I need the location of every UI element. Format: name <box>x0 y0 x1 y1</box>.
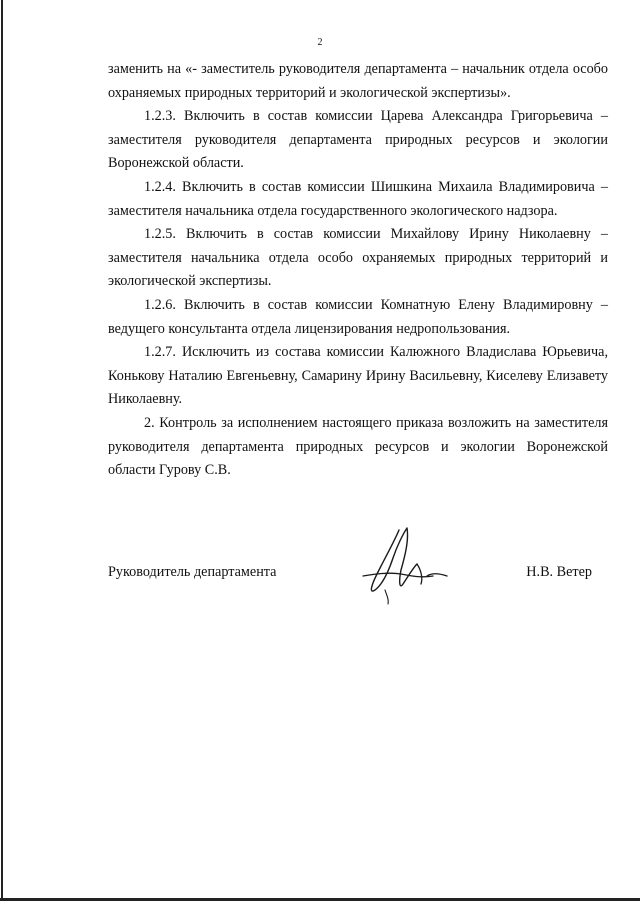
signatory-title: Руководитель департамента <box>108 564 277 580</box>
paragraph-continuation: заменить на «- заместитель руководителя департамента – начальник отдела особо охраняемых природных территорий и экологической экспертизы». <box>108 61 608 101</box>
handwritten-signature <box>355 518 465 608</box>
page-number: 2 <box>317 37 323 48</box>
paragraph-1-2-6: 1.2.6. Включить в состав комиссии Комнатную Елену Владимировну – ведущего консультанта отдела лицензирования недропользования. <box>108 296 608 337</box>
document-body <box>108 58 608 483</box>
paragraph-1-2-5: 1.2.5. Включить в состав комиссии Михайлову Ирину Николаевну – заместителя начальника отдела особо охраняемых природных территорий и экологической экспертизы. <box>108 226 608 290</box>
signatory-name: Н.В. Ветер <box>526 564 592 580</box>
scan-border-left <box>1 0 3 901</box>
paragraph-2: 2. Контроль за исполнением настоящего приказа возложить на заместителя руководителя департамента природных ресурсов и экологии Воронежской области Гурову С.В. <box>108 414 608 479</box>
paragraph-1-2-7: 1.2.7. Исключить из состава комиссии Калюжного Владислава Юрьевича, Конькову Наталию Евгеньевну, Самарину Ирину Васильевну, Киселеву Елизавету Николаевну. <box>108 344 608 408</box>
paragraph-1-2-4: 1.2.4. Включить в состав комиссии Шишкина Михаила Владимировича – заместителя начальника отдела государственного экологического надзора. <box>108 178 608 219</box>
paragraph-1-2-3: 1.2.3. Включить в состав комиссии Царева Александра Григорьевича – заместителя руководителя департамента природных ресурсов и экологии Воронежской области. <box>108 108 608 172</box>
